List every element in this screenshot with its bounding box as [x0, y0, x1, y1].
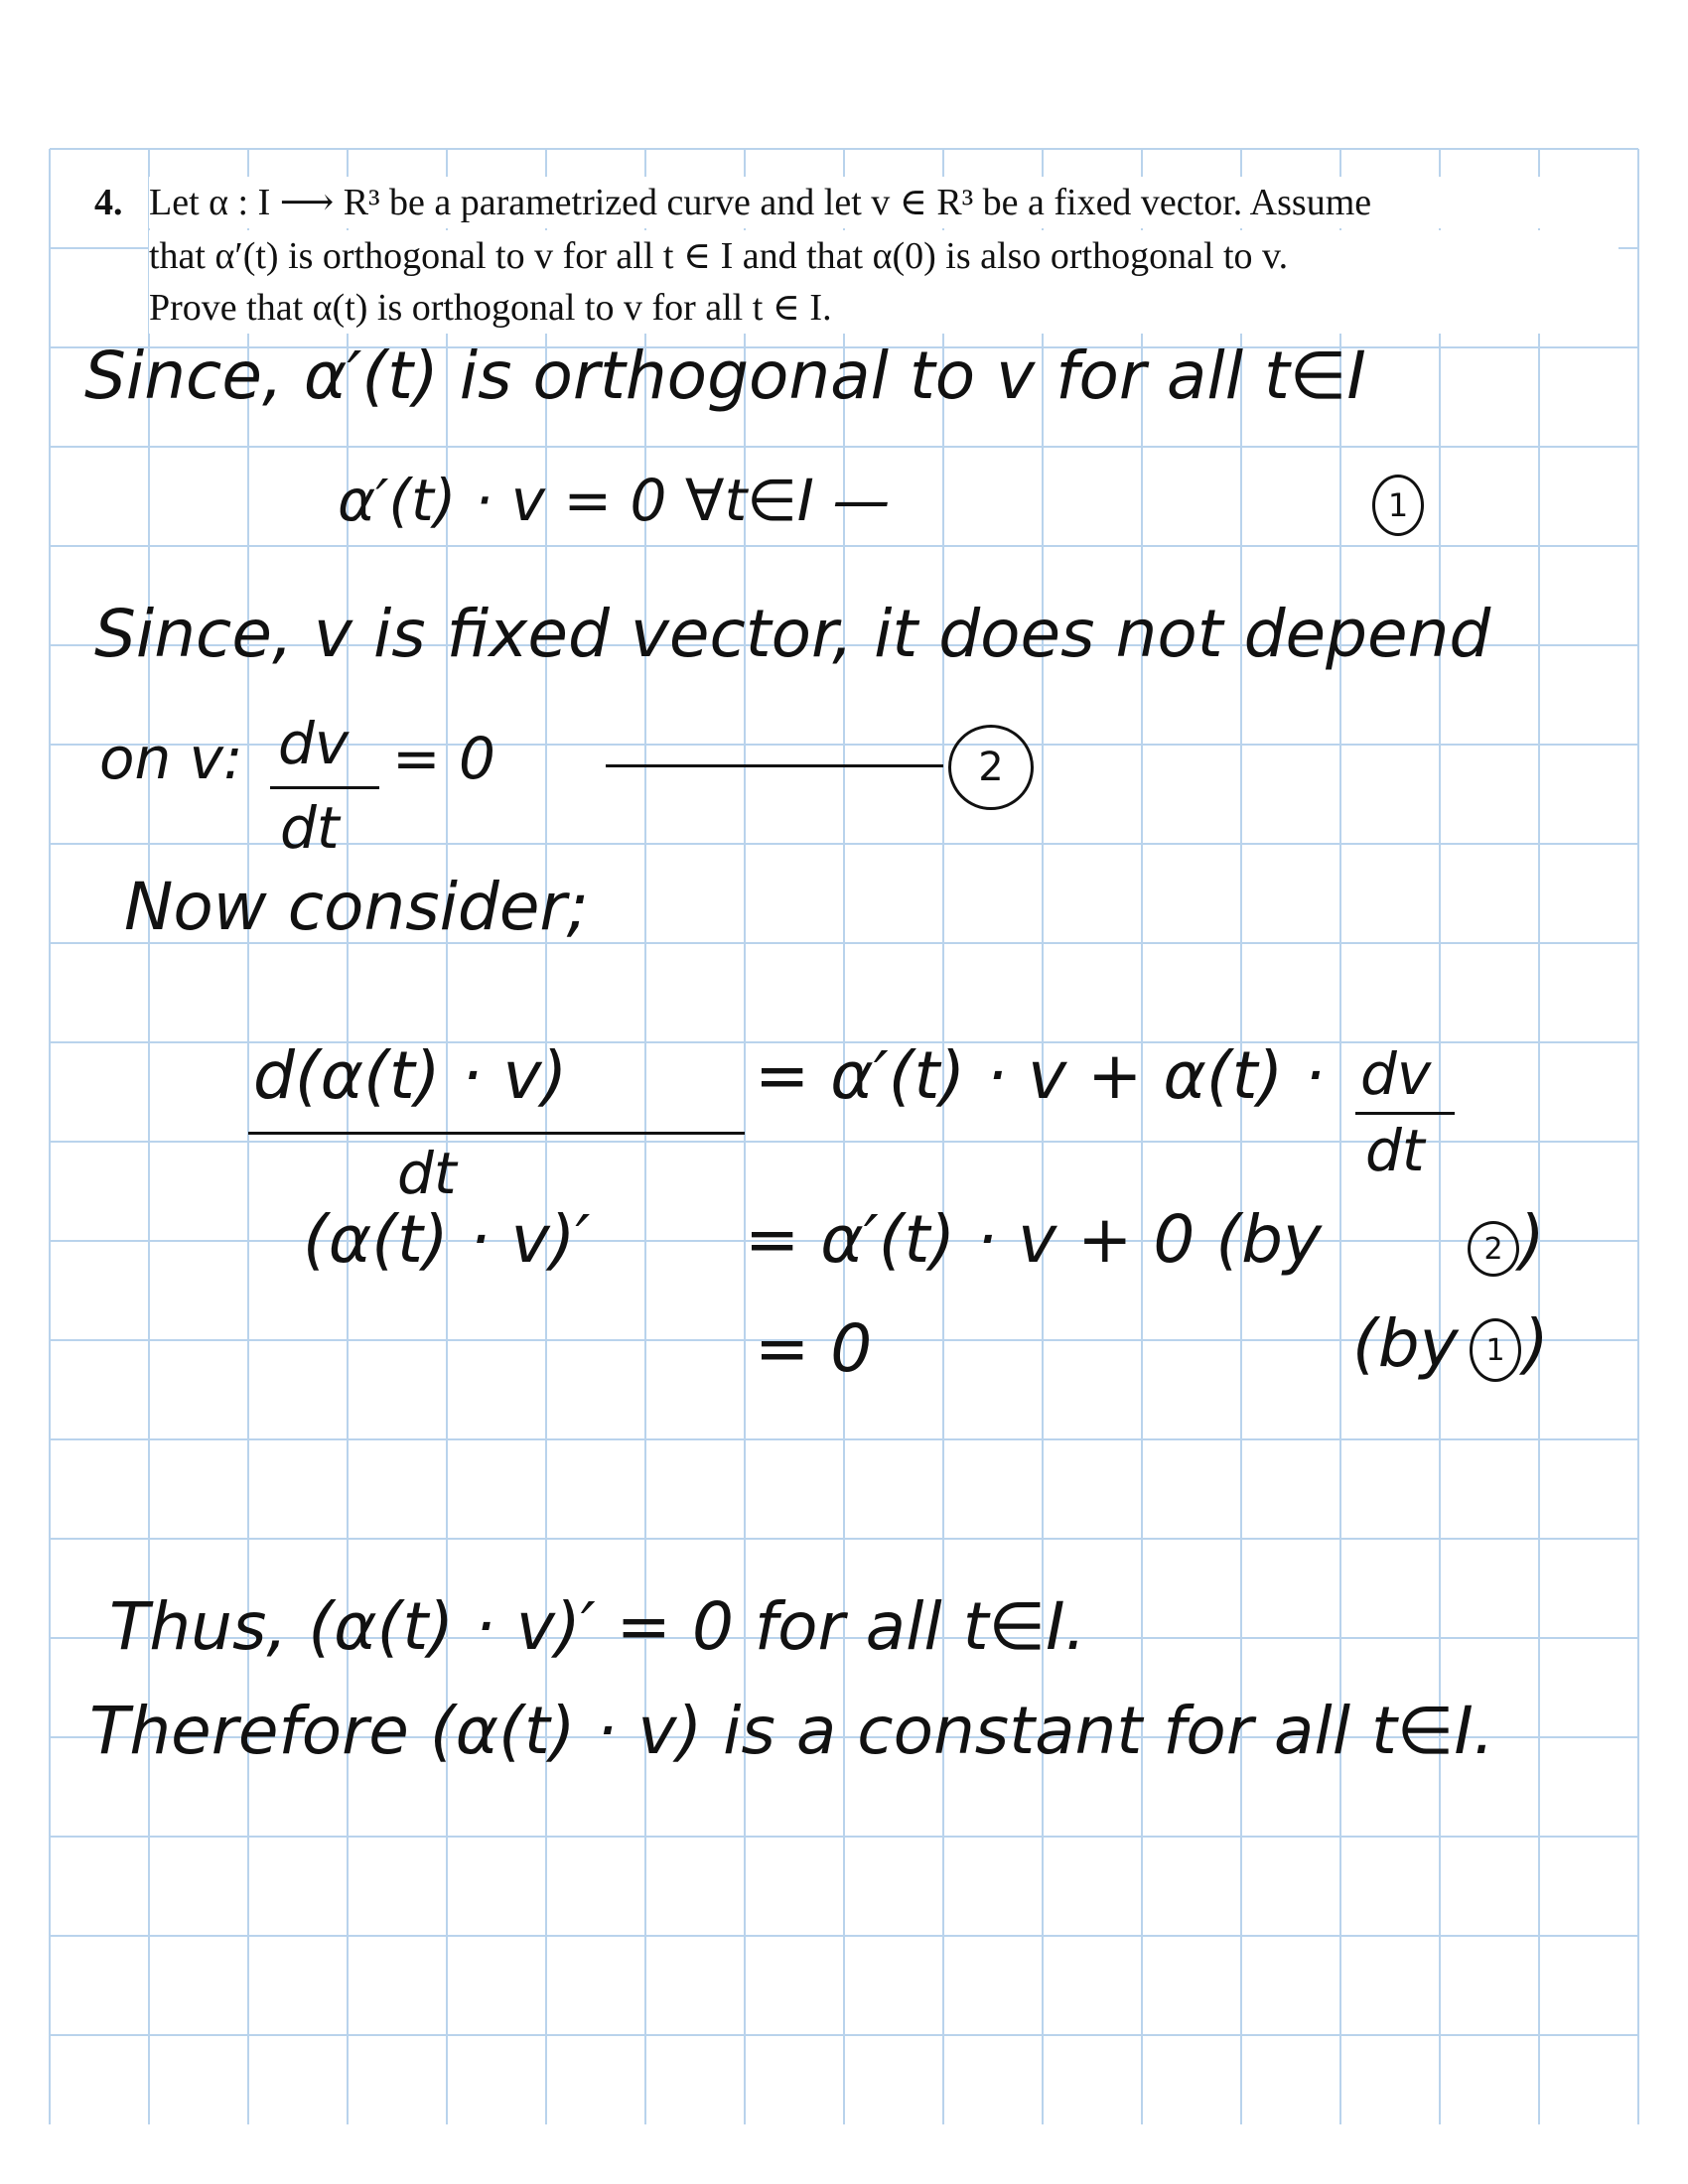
fraction-bar — [270, 786, 379, 789]
solution-line-1: Since, α′(t) is orthogonal to v for all t∈I — [84, 338, 1366, 414]
problem-number: 4. — [94, 182, 123, 223]
tag-leader-line — [606, 764, 943, 767]
product-rule-numerator: d(α(t) · v) — [253, 1037, 568, 1114]
solution-line-4-prefix: on v: — [99, 725, 243, 792]
product-rule-fraction-bar — [248, 1132, 745, 1135]
problem-line-1: 4. Let α : I ⟶ R³ be a parametrized curve and let v ∈ R³ be a fixed vector. Assume — [149, 177, 1618, 228]
derivative-equals-zero: = 0 — [392, 725, 495, 792]
reference-tag-1: 1 — [1470, 1318, 1521, 1382]
solution-line-7-rhs: = α′(t) · v + 0 (by — [745, 1201, 1323, 1278]
product-rule-rhs: = α′(t) · v + α(t) · — [755, 1037, 1326, 1114]
reference-tag-2: 2 — [1468, 1221, 1519, 1277]
solution-line-7-close: ) — [1519, 1201, 1545, 1278]
rhs-derivative-denominator: dt — [1365, 1117, 1425, 1184]
problem-line-3: Prove that α(t) is orthogonal to v for all t ∈ I. — [149, 282, 1618, 334]
derivative-denominator: dt — [280, 794, 340, 862]
solution-line-2: α′(t) · v = 0 ∀t∈I — — [338, 467, 891, 534]
rhs-derivative-numerator: dv — [1360, 1040, 1432, 1108]
derivative-numerator: dv — [278, 710, 350, 777]
product-rule-denominator: dt — [397, 1140, 457, 1207]
problem-line-2: that α′(t) is orthogonal to v for all t ∈ I and that α(0) is also orthogonal to v. — [149, 230, 1618, 282]
solution-line-3: Since, v is fixed vector, it does not depend — [94, 596, 1491, 672]
equation-tag-2: 2 — [948, 725, 1034, 810]
solution-line-8-close: ) — [1523, 1305, 1549, 1382]
solution-line-8-by: (by — [1352, 1305, 1459, 1382]
solution-line-9: Thus, (α(t) · v)′ = 0 for all t∈I. — [109, 1588, 1086, 1665]
solution-line-7-lhs: (α(t) · v)′ — [303, 1201, 591, 1278]
solution-line-8: = 0 — [755, 1310, 873, 1387]
solution-line-10: Therefore (α(t) · v) is a constant for all t∈I. — [89, 1693, 1494, 1769]
rhs-fraction-bar — [1355, 1112, 1455, 1115]
equation-tag-1: 1 — [1372, 475, 1424, 536]
solution-line-5: Now consider; — [124, 869, 589, 945]
